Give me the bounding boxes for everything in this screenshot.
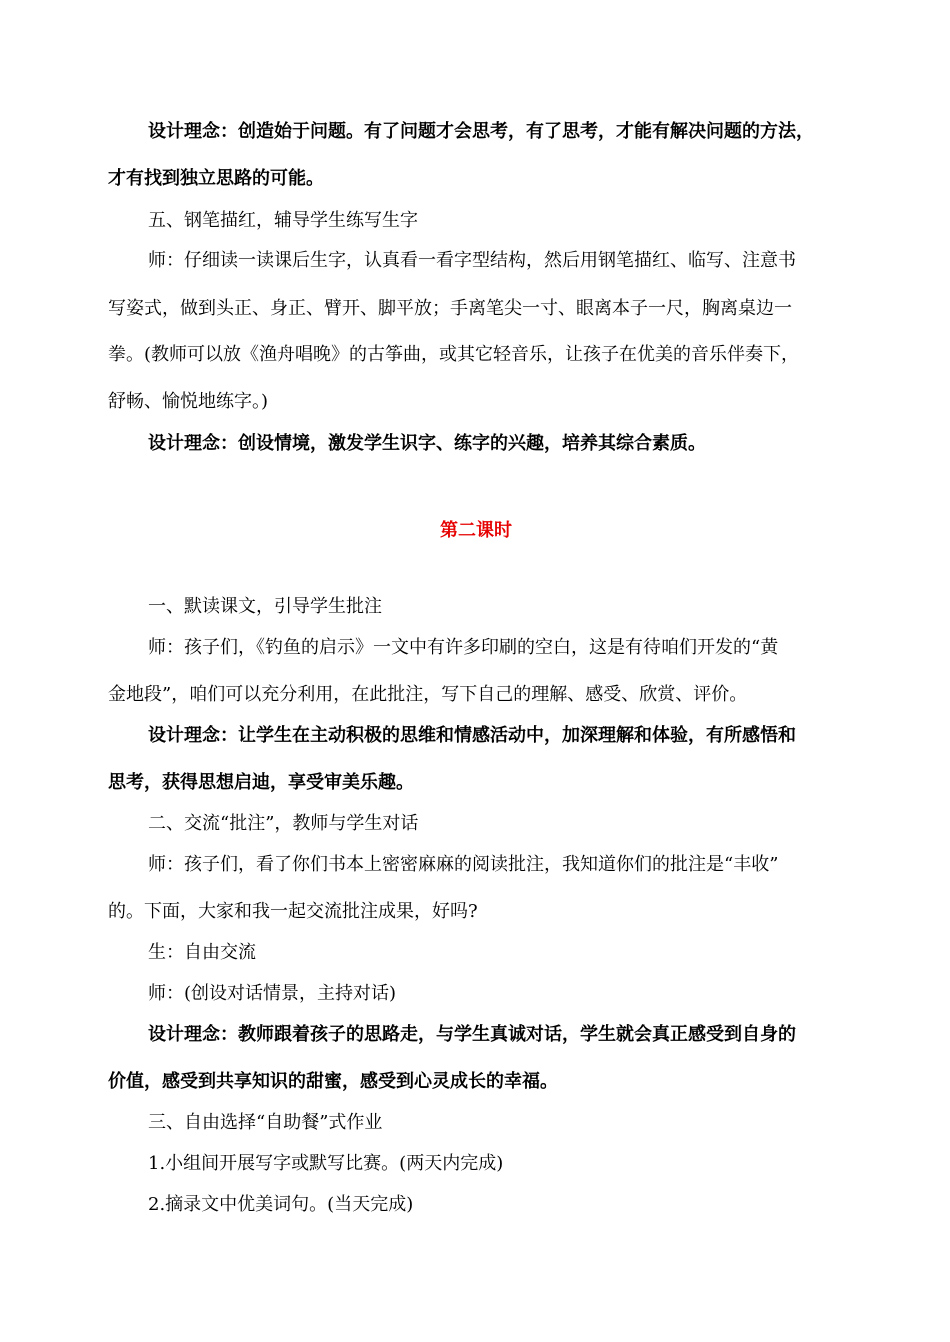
design-concept-1-line-2: 才有找到独立思路的可能。 — [108, 168, 324, 189]
student-line: 生：自由交流 — [148, 942, 256, 963]
design-concept-2: 设计理念：创设情境，激发学生识字、练字的兴趣，培养其综合素质。 — [148, 433, 706, 454]
teacher-speech-3: 师：(创设对话情景，主持对话) — [148, 983, 397, 1004]
section-2-heading: 二、交流“批注”，教师与学生对话 — [148, 813, 419, 834]
lesson-2-title: 第二课时 — [440, 520, 512, 541]
teacher-instruction-line-3: 拳。(教师可以放《渔舟唱晚》的古筝曲，或其它轻音乐，让孩子在优美的音乐伴奏下， — [108, 344, 800, 365]
section-1-heading: 一、默读课文，引导学生批注 — [148, 596, 382, 617]
design-concept-3-line-2: 思考，获得思想启迪，享受审美乐趣。 — [108, 772, 414, 793]
teacher-speech-1-line-2: 金地段”，咱们可以充分利用，在此批注，写下自己的理解、感受、欣赏、评价。 — [108, 684, 748, 705]
design-concept-4-line-1: 设计理念：教师跟着孩子的思路走，与学生真诚对话，学生就会真正感受到自身的 — [148, 1024, 796, 1045]
teacher-instruction-line-4: 舒畅、愉悦地练字。) — [108, 391, 269, 412]
teacher-instruction-line-2: 写姿式，做到头正、身正、臂开、脚平放；手离笔尖一寸、眼离本子一尺，胸离桌边一 — [108, 298, 792, 319]
section-3-heading: 三、自由选择“自助餐”式作业 — [148, 1112, 383, 1133]
teacher-instruction-line-1: 师：仔细读一读课后生字，认真看一看字型结构，然后用钢笔描红、临写、注意书 — [148, 250, 796, 271]
design-concept-4-line-2: 价值，感受到共享知识的甜蜜，感受到心灵成长的幸福。 — [108, 1071, 558, 1092]
teacher-speech-1-line-1: 师：孩子们，《钓鱼的启示》一文中有许多印刷的空白，这是有待咱们开发的“黄 — [148, 637, 779, 658]
teacher-speech-2-line-2: 的。下面，大家和我一起交流批注成果，好吗? — [108, 901, 478, 922]
homework-item-2: 2.摘录文中优美词句。(当天完成) — [148, 1194, 414, 1215]
design-concept-3-line-1: 设计理念：让学生在主动积极的思维和情感活动中，加深理解和体验，有所感悟和 — [148, 725, 796, 746]
design-concept-1-line-1: 设计理念：创造始于问题。有了问题才会思考，有了思考，才能有解决问题的方法， — [148, 121, 814, 142]
homework-item-1: 1.小组间开展写字或默写比赛。(两天内完成) — [148, 1153, 504, 1174]
section-5-heading: 五、钢笔描红，辅导学生练写生字 — [148, 210, 418, 231]
teacher-speech-2-line-1: 师：孩子们，看了你们书本上密密麻麻的阅读批注，我知道你们的批注是“丰收” — [148, 854, 779, 875]
